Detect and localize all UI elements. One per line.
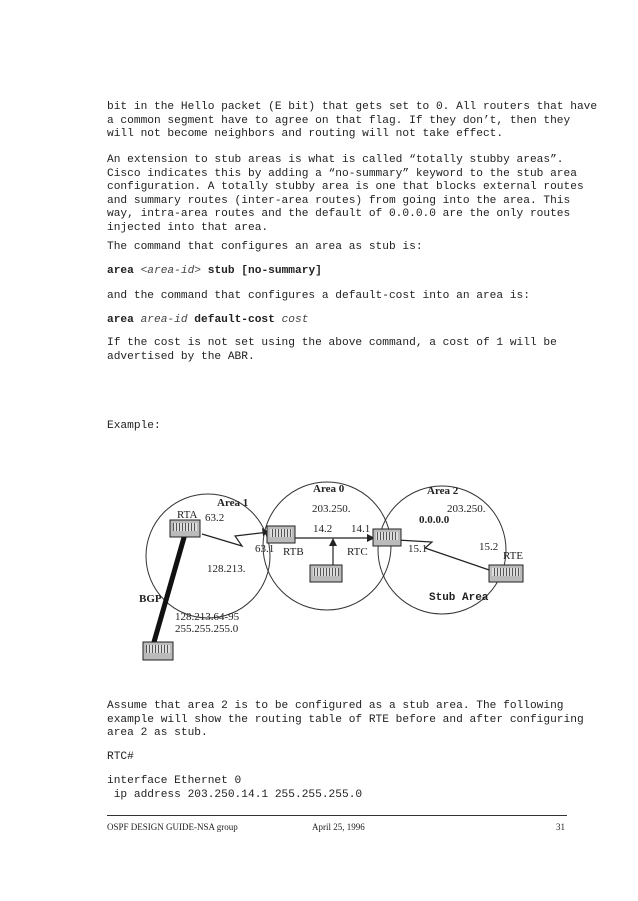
argument-area-id: area-id — [140, 314, 188, 326]
text-line: will not become neighbors and routing will not take effect. — [107, 128, 504, 141]
text-line: configuration. A totally stubby area is one that blocks external routes — [107, 181, 584, 194]
area0-label: Area 0 — [313, 483, 345, 495]
argument-cost: cost — [281, 314, 309, 326]
area2-label: Area 2 — [427, 485, 459, 497]
rtb-label: RTB — [283, 546, 304, 558]
text-line: If the cost is not set using the above command, a cost of 1 will be — [107, 337, 557, 349]
rta-label: RTA — [177, 509, 198, 521]
bgp-net: 128.213.64-95 — [175, 611, 240, 623]
paragraph-stub-command-intro: The command that configures an area as stub is: — [107, 241, 423, 253]
rta-ip: 63.2 — [205, 512, 225, 524]
text-line: example will show the routing table of RTE before and after configuring — [107, 713, 584, 726]
stub-area-label: Stub Area — [429, 592, 489, 604]
area0-net: 203.250. — [312, 503, 351, 515]
command-area-stub — [107, 265, 322, 279]
footer-rule — [107, 815, 567, 816]
area0-left-ip: 14.2 — [313, 523, 333, 535]
command-default-cost — [107, 314, 308, 328]
rtc-ip: 15.1 — [408, 543, 428, 555]
paragraph-totally-stubby — [107, 154, 584, 236]
paragraph-he-bit — [107, 101, 597, 142]
keyword-area: area — [107, 314, 134, 326]
router-rta — [170, 520, 200, 537]
config-line: ip address 203.250.14.1 255.255.255.0 — [107, 788, 363, 801]
area0-right-ip: 14.1 — [351, 523, 371, 535]
text-line: area 2 as stub. — [107, 727, 208, 740]
keyword-stub: stub [no-summary] — [207, 265, 322, 277]
router-area0-bottom — [310, 565, 342, 582]
config-line: interface Ethernet 0 — [107, 775, 242, 787]
bgp-mask: 255.255.255.0 — [175, 623, 239, 635]
keyword-area: area — [107, 265, 134, 277]
footer-page-number: 31 — [556, 822, 565, 832]
text-line: a common segment have to agree on that flag. If they don’t, then they — [107, 114, 571, 127]
text-line: Assume that area 2 is to be configured as a stub area. The following — [107, 700, 564, 712]
text-line: way, intra-area routes and the default of 0.0.0.0 are the only routes — [107, 208, 571, 221]
router-rte — [489, 565, 523, 582]
config-block — [107, 775, 362, 802]
rtb-ip: 63.1 — [255, 543, 275, 555]
keyword-default-cost: default-cost — [194, 314, 275, 326]
text-line: bit in the Hello packet (E bit) that gets set to 0. All routers that have — [107, 101, 598, 113]
rte-label: RTE — [503, 550, 524, 562]
text-line: advertised by the ABR. — [107, 350, 255, 363]
area0-vertical-arrow — [329, 538, 337, 546]
ospf-network-diagram — [107, 474, 567, 674]
paragraph-cost-note — [107, 337, 557, 364]
area1-label: Area 1 — [217, 497, 249, 509]
paragraph-default-cost-intro: and the command that configures a default-cost into an area is: — [107, 290, 530, 302]
example-label: Example: — [107, 420, 161, 432]
router-prompt: RTC# — [107, 751, 134, 763]
paragraph-example-intro — [107, 700, 584, 741]
router-bgp — [143, 642, 173, 660]
footer-date: April 25, 1996 — [312, 822, 365, 832]
rtc-label: RTC — [347, 546, 368, 558]
bgp-label: BGP — [139, 593, 162, 605]
text-line: injected into that area. — [107, 221, 269, 234]
text-line: Cisco indicates this by adding a “no-summary” keyword to the stub area — [107, 167, 577, 180]
argument-area-id: <area-id> — [140, 265, 202, 277]
text-line: An extension to stub areas is what is called “totally stubby areas”. — [107, 154, 564, 166]
router-rtb — [267, 526, 295, 543]
area2-id: 0.0.0.0 — [419, 514, 450, 526]
area2-net: 203.250. — [447, 503, 486, 515]
footer-title: OSPF DESIGN GUIDE-NSA group — [107, 822, 238, 832]
rte-ip: 15.2 — [479, 541, 499, 553]
router-rtc — [373, 529, 401, 546]
text-line: and summary routes (inter-area routes) from going into the area. This — [107, 194, 571, 207]
area1-net: 128.213. — [207, 563, 246, 575]
